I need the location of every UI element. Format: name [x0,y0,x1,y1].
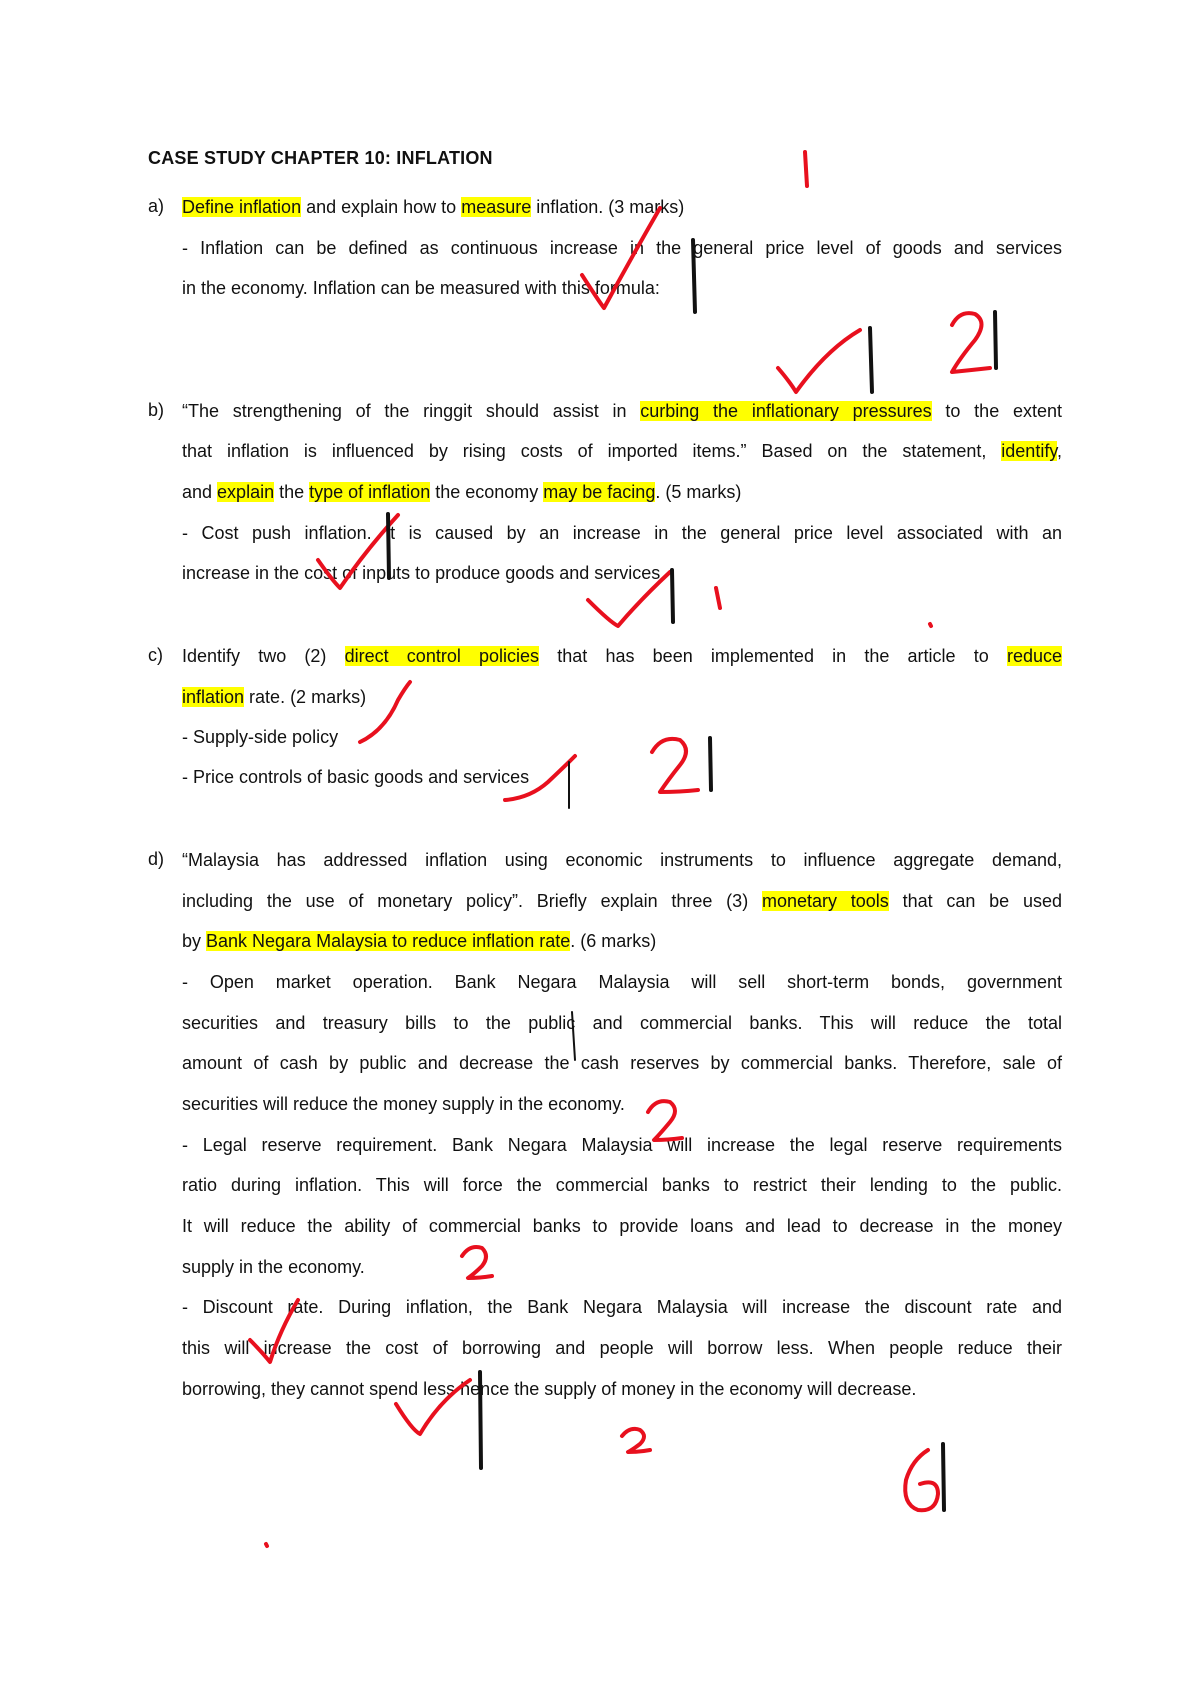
question-d-line-3: by Bank Negara Malaysia to reduce inflation rate. (6 marks) [182,931,657,951]
question-c-line-1: Identify two (2) direct control policies that has been implemented in the article to reduce [182,646,1062,666]
question-d-line-2: including the use of monetary policy”. Briefly explain three (3) monetary tools that can be used [182,891,1062,911]
answer-d-p1-line: amount of cash by public and decrease the cash reserves by commercial banks. Therefore, sale of [182,1053,1062,1073]
answer-c-line-1: - Supply-side policy [182,727,339,747]
highlight: Bank Negara Malaysia to reduce inflation rate [206,931,571,951]
answer-a-line-1: - Inflation can be defined as continuous increase in the general price level of goods and services [182,238,1062,258]
highlight: measure [461,197,532,217]
answer-d-p1-line: securities will reduce the money supply in the economy. [182,1094,625,1114]
answer-d-p2-line: - Legal reserve requirement. Bank Negara Malaysia will increase the legal reserve requirements [182,1135,1062,1155]
divider-mark [870,328,872,392]
highlight: reduce [1006,646,1062,666]
answer-d-p2-line: supply in the economy. [182,1257,365,1277]
answer-d-p3-line: this will increase the cost of borrowing and people will borrow less. When people reduce their [182,1338,1062,1358]
mark-a-top [805,152,807,186]
score-a [952,313,990,372]
checkmark-icon [778,330,860,392]
highlight: monetary tools [761,891,889,911]
stray-dot [930,624,931,626]
highlight: explain [217,482,275,502]
highlight: Define inflation [182,197,302,217]
question-b-label: b) [148,400,165,420]
answer-d-p3-line: borrowing, they cannot spend less hence the supply of money in the economy will decrease. [182,1379,917,1399]
answer-c-line-2: - Price controls of basic goods and services [182,767,530,787]
question-c-line-2: inflation rate. (2 marks) [182,687,367,707]
question-c-label: c) [148,645,163,665]
highlight: type of inflation [309,482,431,502]
mark-b-side [716,588,720,608]
question-d-line-1: “Malaysia has addressed inflation using economic instruments to influence aggregate demand, [182,850,1062,870]
question-d-label: d) [148,849,165,869]
divider-mark [943,1444,944,1510]
question-b-line-1: “The strengthening of the ringgit should assist in curbing the inflationary pressures to the extent [182,401,1062,421]
answer-d-p3-line: - Discount rate. During inflation, the Bank Negara Malaysia will increase the discount rate and [182,1297,1062,1317]
question-b-line-2: that inflation is influenced by rising costs of imported items.” Based on the statement, identify, [182,441,1062,461]
highlight: may be facing [543,482,656,502]
highlight: identify [1001,441,1057,461]
question-b-line-3: and explain the type of inflation the economy may be facing. (5 marks) [182,482,742,502]
answer-b-line-1: - Cost push inflation. It is caused by an increase in the general price level associated with an [182,523,1062,543]
answer-d-p2-line: It will reduce the ability of commercial banks to provide loans and lead to decrease in the money [182,1216,1062,1236]
highlight: direct control policies [344,646,540,666]
highlight: curbing the inflationary pressures [640,401,932,421]
answer-d-p1-line: securities and treasury bills to the public and commercial banks. This will reduce the total [182,1013,1062,1033]
answer-d-p2-line: ratio during inflation. This will force the commercial banks to restrict their lending to the public. [182,1175,1062,1195]
answer-d-p1-line: - Open market operation. Bank Negara Malaysia will sell short-term bonds, government [182,972,1062,992]
answer-b-line-2: increase in the cost of inputs to produce goods and services. [182,563,666,583]
stray-dot [266,1544,267,1546]
question-a-label: a) [148,196,165,216]
answer-a-line-2: in the economy. Inflation can be measured with this formula: [182,278,660,298]
score-d3 [622,1429,650,1452]
document-title: CASE STUDY CHAPTER 10: INFLATION [148,148,493,168]
highlight: inflation [182,687,245,707]
score-total [905,1450,938,1510]
divider-mark [995,312,996,368]
question-a-text: Define inflation and explain how to measure inflation. (3 marks) [182,197,685,217]
